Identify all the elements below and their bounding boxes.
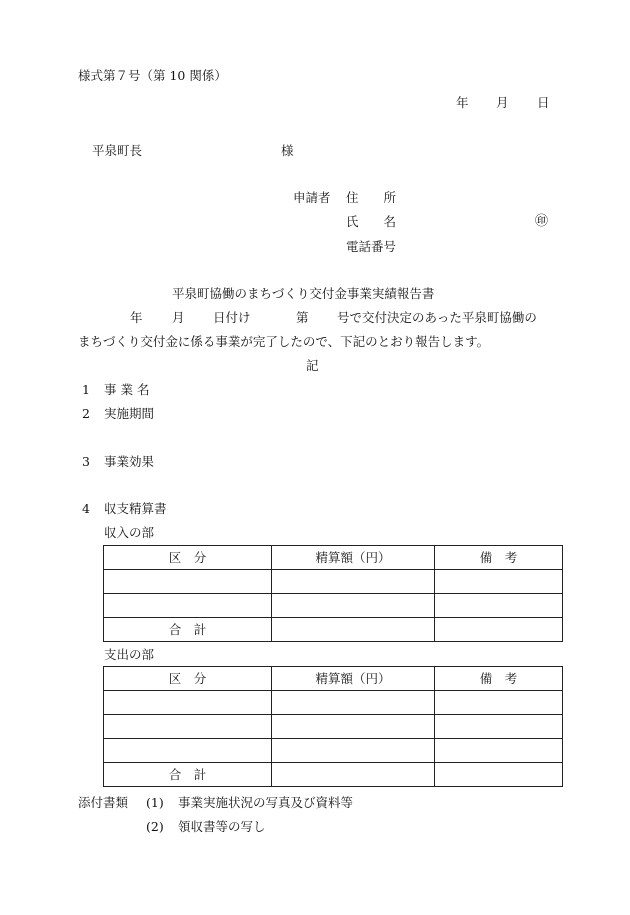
table-cell[interactable] <box>104 594 272 618</box>
table-row <box>104 594 563 618</box>
body-year: 年 <box>130 310 143 325</box>
total-label: 合 計 <box>104 618 272 642</box>
table-cell[interactable] <box>435 763 563 787</box>
body-month: 月 <box>172 310 185 325</box>
table-cell[interactable] <box>272 594 435 618</box>
income-table <box>103 545 563 642</box>
seal-icon: ㊞ <box>535 214 549 229</box>
table-row <box>104 739 563 763</box>
table-cell[interactable] <box>272 763 435 787</box>
table-cell[interactable] <box>272 691 435 715</box>
item-1-number: 1 <box>82 382 90 397</box>
ki-label: 記 <box>306 358 319 373</box>
address-label: 住 所 <box>346 190 397 205</box>
column-header-category: 区 分 <box>104 546 272 570</box>
item-3-label: 事業効果 <box>104 454 155 469</box>
date-year-label: 年 <box>456 95 469 110</box>
table-header-row <box>104 546 563 570</box>
attachment-1-number: (1) <box>146 795 164 810</box>
expense-section-title: 支出の部 <box>104 647 155 662</box>
item-1-label: 事 業 名 <box>104 382 150 397</box>
column-header-remarks: 備 考 <box>435 667 563 691</box>
column-header-amount: 精算額（円） <box>272 667 435 691</box>
attachment-2-number: (2) <box>146 819 164 834</box>
table-cell[interactable] <box>272 618 435 642</box>
name-label: 氏 名 <box>346 214 397 229</box>
addressee-honorific: 様 <box>281 143 294 158</box>
table-row <box>104 715 563 739</box>
table-cell[interactable] <box>435 618 563 642</box>
table-total-row <box>104 763 563 787</box>
column-header-remarks: 備 考 <box>435 546 563 570</box>
table-cell[interactable] <box>104 691 272 715</box>
document-title: 平泉町協働のまちづくり交付金事業実績報告書 <box>172 286 435 301</box>
table-cell[interactable] <box>104 715 272 739</box>
table-cell[interactable] <box>435 594 563 618</box>
table-cell[interactable] <box>435 570 563 594</box>
body-no-prefix: 第 <box>296 310 309 325</box>
item-2-number: 2 <box>82 406 90 421</box>
table-row <box>104 570 563 594</box>
table-cell[interactable] <box>435 691 563 715</box>
table-cell[interactable] <box>435 715 563 739</box>
form-number: 様式第７号（第 10 関係） <box>78 68 227 83</box>
attachment-1-text: 事業実施状況の写真及び資料等 <box>178 795 354 810</box>
phone-label: 電話番号 <box>346 239 397 254</box>
table-row <box>104 691 563 715</box>
body-line2: まちづくり交付金に係る事業が完了したので、下記のとおり報告します。 <box>78 334 490 349</box>
table-cell[interactable] <box>435 739 563 763</box>
table-header-row <box>104 667 563 691</box>
table-cell[interactable] <box>272 570 435 594</box>
item-3-number: 3 <box>82 454 90 469</box>
table-cell[interactable] <box>104 570 272 594</box>
attachment-2-text: 領収書等の写し <box>178 819 266 834</box>
expense-table <box>103 666 563 787</box>
item-4-label: 収支精算書 <box>104 501 167 516</box>
column-header-amount: 精算額（円） <box>272 546 435 570</box>
column-header-category: 区 分 <box>104 667 272 691</box>
attachments-label: 添付書類 <box>78 795 129 810</box>
table-cell[interactable] <box>104 739 272 763</box>
body-dated: 日付け <box>213 310 251 325</box>
table-cell[interactable] <box>272 739 435 763</box>
income-section-title: 収入の部 <box>104 525 155 540</box>
total-label: 合 計 <box>104 763 272 787</box>
body-line1-rest: 号で交付決定のあった平泉町協働の <box>337 310 537 325</box>
date-day-label: 日 <box>537 95 550 110</box>
applicant-label: 申請者 <box>293 190 331 205</box>
addressee-name: 平泉町長 <box>92 143 143 158</box>
date-month-label: 月 <box>496 95 509 110</box>
item-2-label: 実施期間 <box>104 406 155 421</box>
table-cell[interactable] <box>272 715 435 739</box>
item-4-number: 4 <box>82 501 90 516</box>
table-total-row <box>104 618 563 642</box>
